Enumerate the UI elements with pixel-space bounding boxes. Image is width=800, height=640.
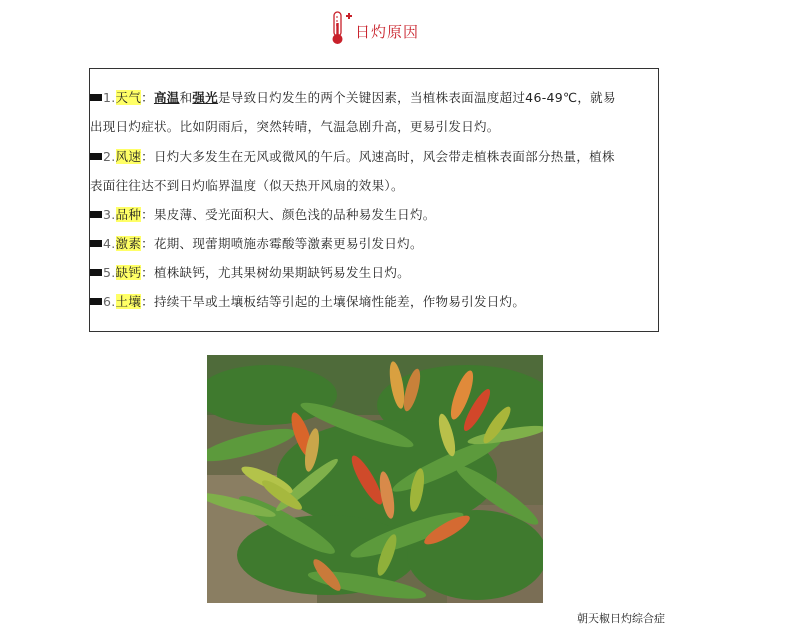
bullet-marker [90,269,102,276]
factor-keyword: 品种 [115,207,142,222]
factor-number: 4. [103,236,116,251]
factor-text: ：植株缺钙，尤其果树幼果期缺钙易发生日灼。 [141,265,410,280]
factor-text: ：花期、现蕾期喷施赤霉酸等激素更易引发日灼。 [141,236,423,251]
thermometer-icon [330,10,352,46]
section-header [330,10,419,46]
conjunction: 和 [179,90,193,105]
factor-text: 表面往往达不到日灼临界温度（似天热开风扇的效果）。 [90,178,404,193]
factor-4-line [90,235,423,253]
factor-1-line-1 [90,89,616,107]
factor-number: 5. [103,265,116,280]
factor-text: ：持续干旱或土壤板结等引起的土壤保墒性能差，作物易引发日灼。 [141,294,526,309]
factor-text: 出现日灼症状。比如阴雨后，突然转晴，气温急剧升高，更易引发日灼。 [90,119,500,134]
header-title: 日灼原因 [355,22,420,41]
factor-1-line-2 [90,118,500,136]
factor-keyword: 缺钙 [115,265,142,280]
term-strong-light: 强光 [192,90,218,105]
factor-2-line-1 [90,148,615,166]
factor-keyword: 土壤 [115,294,142,309]
factor-keyword: 激素 [115,236,142,251]
factor-5-line [90,264,410,282]
factor-text: 是导致日灼发生的两个关键因素，当植株表面温度超过46-49℃，就易 [217,90,616,105]
factor-text: ：果皮薄、受光面积大、颜色浅的品种易发生日灼。 [141,207,436,222]
bullet-marker [90,298,102,305]
factor-3-line [90,206,436,224]
pepper-plant-photo [207,355,543,603]
bullet-marker [90,240,102,247]
bullet-marker [90,153,102,160]
photo-caption: 朝天椒日灼综合症 [577,612,665,625]
separator: ： [141,90,154,105]
causes-box [89,68,659,332]
factor-6-line [90,293,525,311]
factor-number: 6. [103,294,116,309]
factor-number: 3. [103,207,116,222]
factor-number: 2. [103,149,116,164]
bullet-marker [90,94,102,101]
factor-keyword: 天气 [115,90,142,105]
factor-text: ：日灼大多发生在无风或微风的午后。风速高时，风会带走植株表面部分热量，植株 [141,149,615,164]
factor-number: 1. [103,90,116,105]
factor-2-line-2 [90,177,404,195]
term-high-temp: 高温 [153,90,180,105]
factor-keyword: 风速 [115,149,142,164]
bullet-marker [90,211,102,218]
